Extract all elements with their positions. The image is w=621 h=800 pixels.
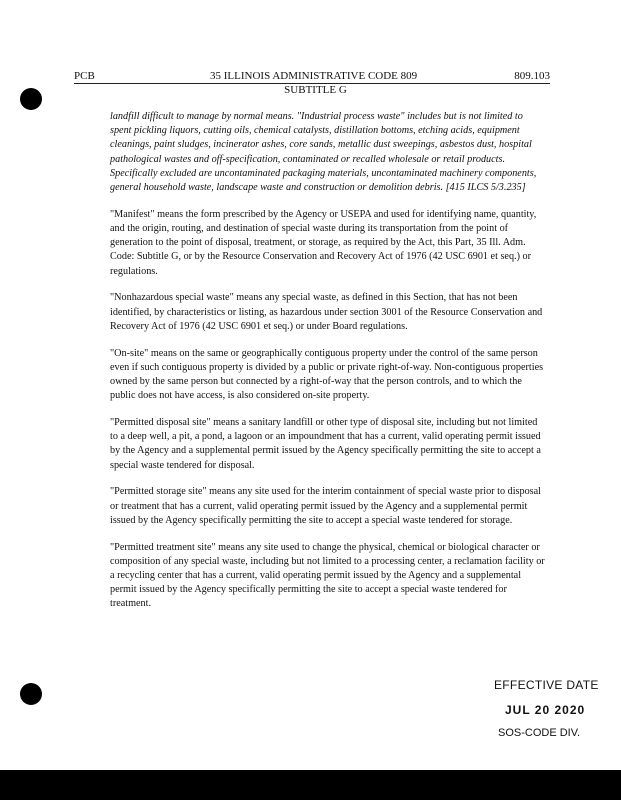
stamp-division: SOS-CODE DIV. [498, 727, 581, 739]
running-header [74, 70, 550, 84]
stamp-effective-date-value: JUL 20 2020 [505, 703, 586, 717]
header-code-title: 35 ILLINOIS ADMINISTRATIVE CODE 809 [210, 70, 418, 82]
paragraph-on-site: "On-site" means on the same or geographically contiguous property under the control of the same person even if such contiguous property is divided by a public or private right-of-way. Non-contiguous properties owned by the same person but connected by a right-of-way that the person controls, and to which the public does not have access, is also considered on-site property. [110, 347, 544, 402]
paragraph-permitted-storage-site: "Permitted storage site" means any site used for the interim containment of special waste prior to disposal or treatment that has a current, valid operating permit issued by the Agency and a supplemental permit issued by the Agency specifically permitting the site to accept a special waste tendered for storage. [110, 486, 541, 526]
document-body [110, 110, 546, 624]
punch-hole-bottom [20, 683, 42, 705]
paragraph-manifest: "Manifest" means the form prescribed by the Agency or USEPA and used for identifying name, quantity, and the origin, routing, and destination of special waste during its transportation from the point of generation to the point of disposal, treatment, or storage, as required by the Act, this Part, 35 Ill. Adm. Code: Subtitle G, or by the Resource Conservation and Recovery Act of 1976 (42 USC 6901 et seq.) or regulations. [110, 208, 537, 277]
header-subtitle: SUBTITLE G [284, 84, 347, 96]
stamp-effective-date-label: EFFECTIVE DATE [494, 678, 599, 692]
header-section-number: 809.103 [514, 70, 550, 82]
scan-bottom-edge [0, 770, 621, 800]
header-agency: PCB [74, 70, 95, 82]
paragraph-industrial-process-waste: landfill difficult to manage by normal means. "Industrial process waste" includes but is not limited to spent pickling liquors, cutting oils, chemical catalysts, distillation bottoms, etching acids, equipment cleanings, paint sludges, incinerator ashes, core sands, metallic dust sweepings, asbestos dust, hospital pathological wastes and off-specification, contaminated or recalled wholesale or retail products. Specifically excluded are uncontaminated packaging materials, uncontaminated machinery components, general household waste, landscape waste and construction or demolition debris. [415 ILCS 5/3.235] [110, 111, 537, 194]
paragraph-permitted-disposal-site: "Permitted disposal site" means a sanitary landfill or other type of disposal site, including but not limited to a deep well, a pit, a pond, a lagoon or an impoundment that has a current, valid operating permit issued by the Agency and a supplemental permit issued by the Agency specifically permitting the site to accept a special waste tendered for disposal. [110, 417, 541, 471]
paragraph-permitted-treatment-site: "Permitted treatment site" means any site used to change the physical, chemical or biological character or composition of any special waste, including but not limited to a processing center, a reclamation facility or a recycling center that has a current, valid operating permit issued by the Agency and a supplemental permit issued by the Agency specifically permitting the site to accept a special waste tendered for treatment. [110, 541, 545, 610]
paragraph-nonhazardous-special-waste: "Nonhazardous special waste" means any special waste, as defined in this Section, that has not been identified, by characteristics or listing, as hazardous under section 3001 of the Resource Conservation and Recovery Act of 1976 (42 USC 6901 et seq.) or under Board regulations. [110, 292, 543, 332]
